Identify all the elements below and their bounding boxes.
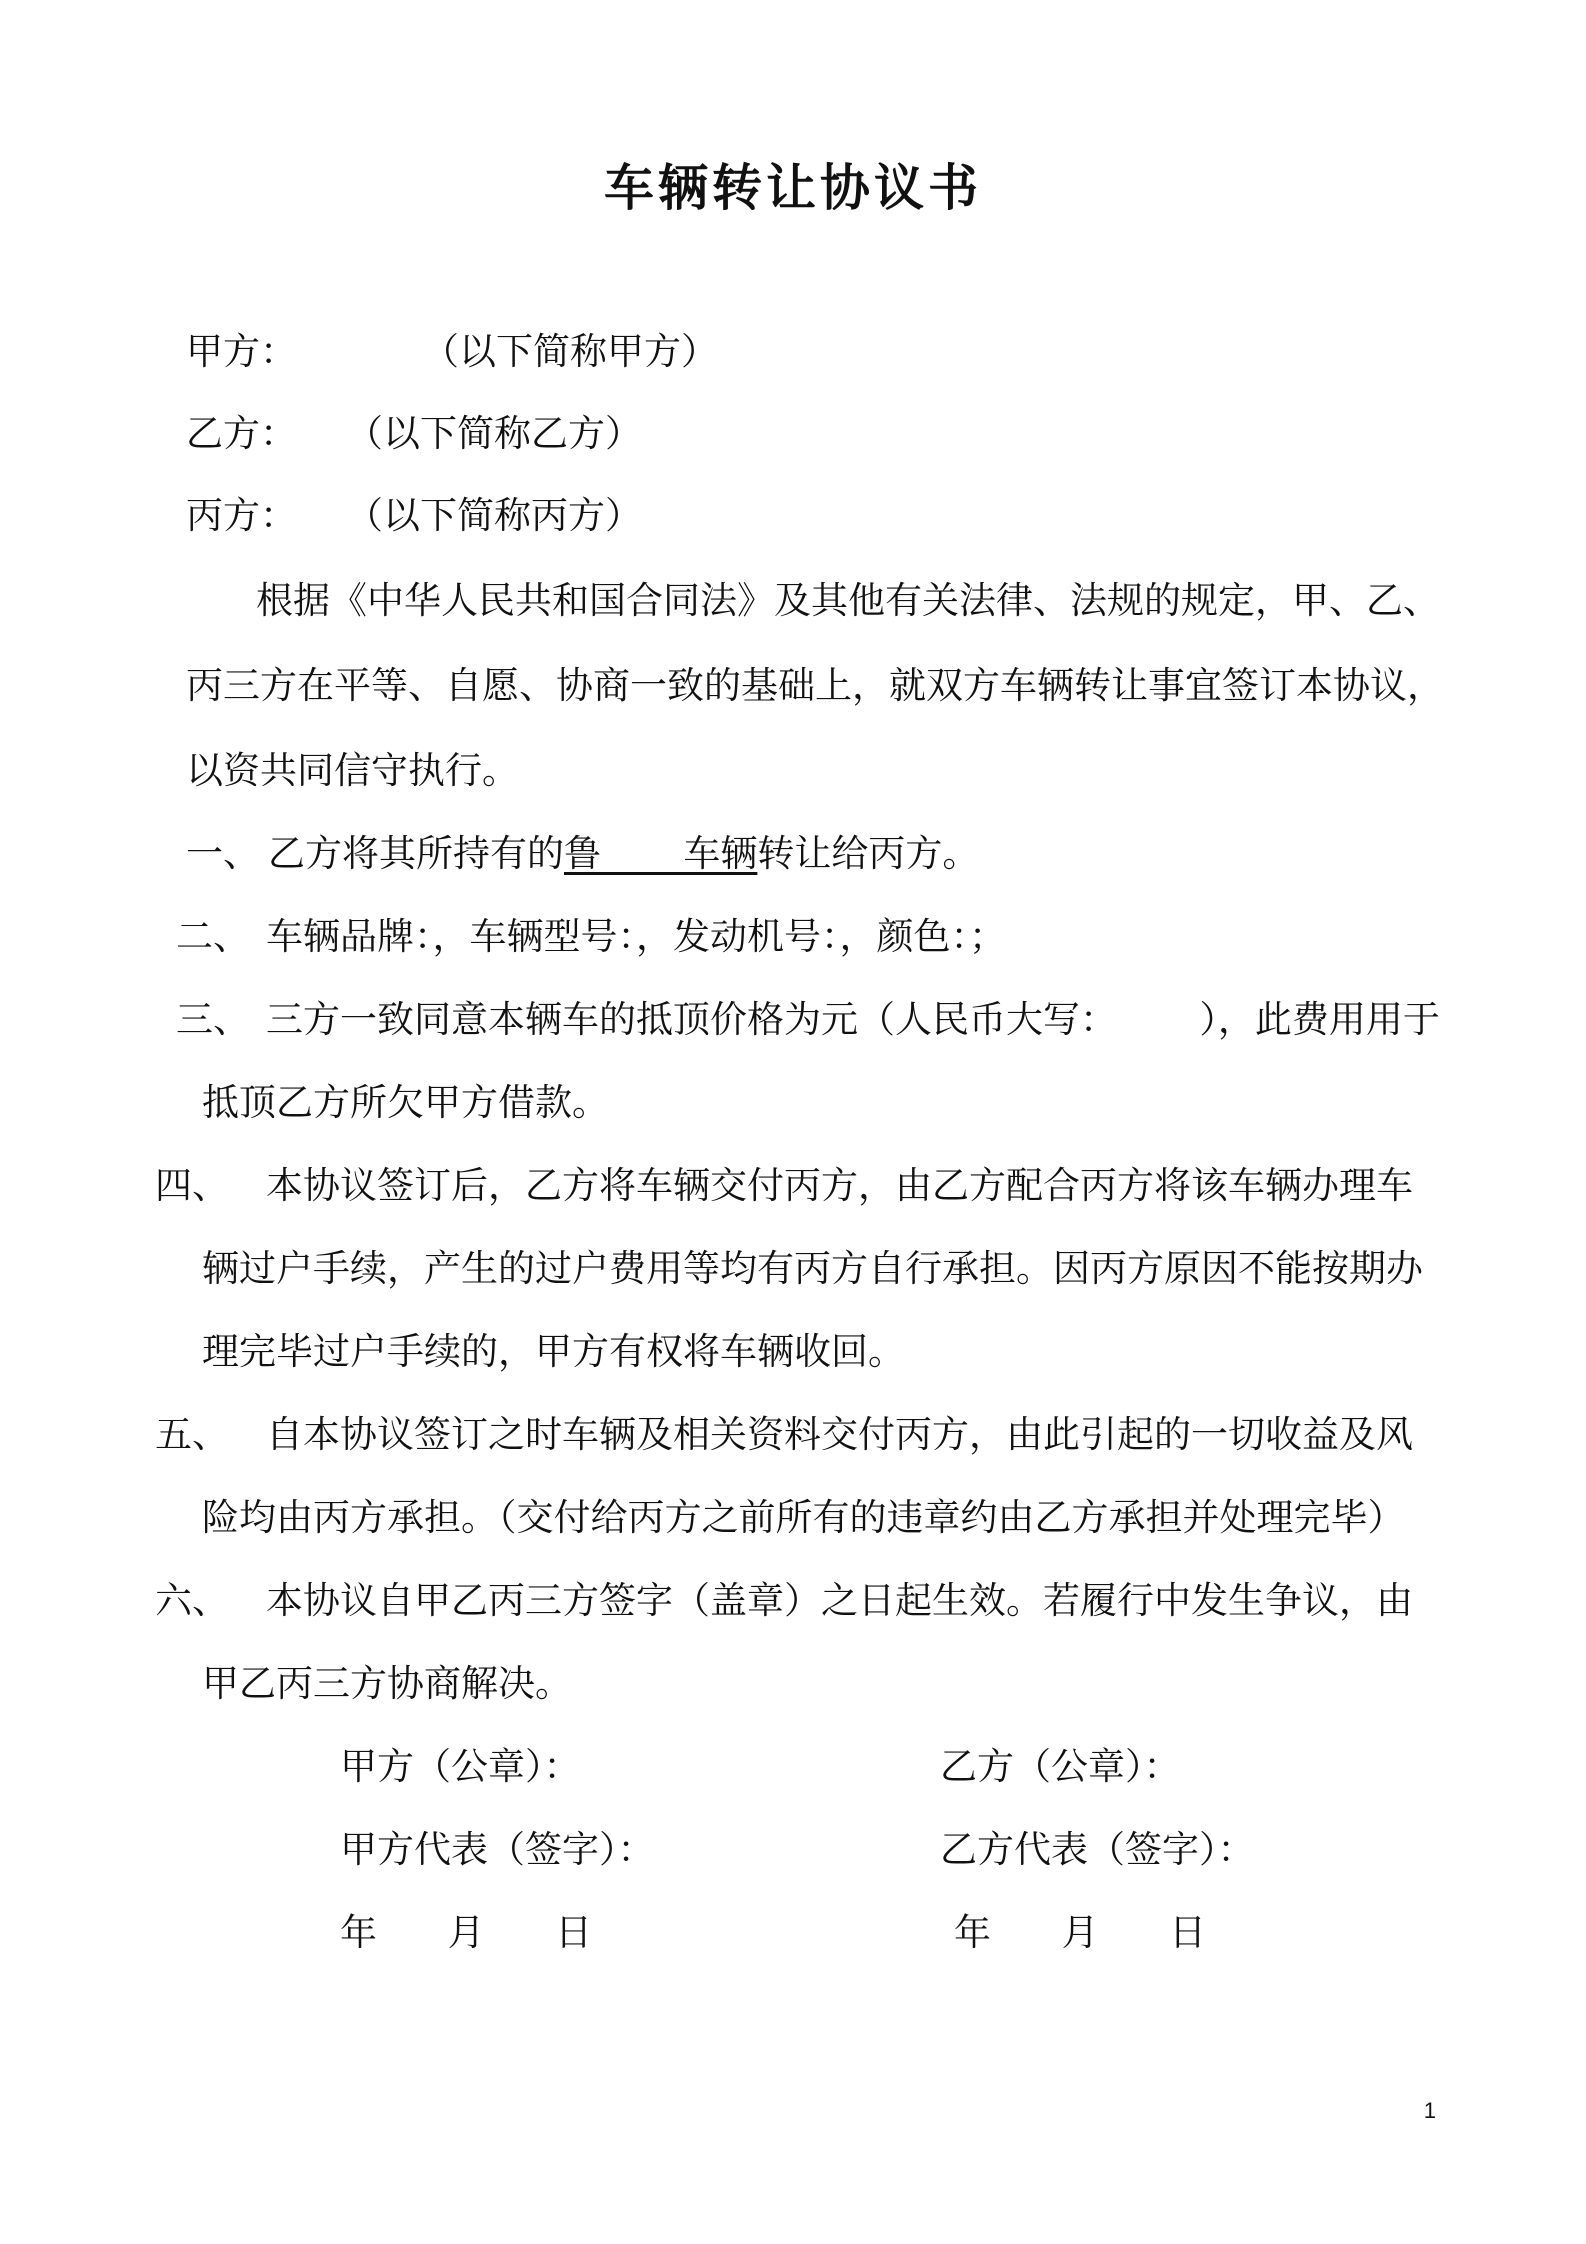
clause-2-text: 车辆品牌：，车辆型号：，发动机号：，颜色：；	[266, 915, 1006, 958]
party-a-note: （以下简称甲方）	[422, 330, 718, 373]
clause-4-number: 四、	[155, 1164, 229, 1207]
party-a-label: 甲方：	[186, 330, 297, 373]
clause-1-number: 一、	[186, 832, 260, 875]
party-b-rep-label: 乙方代表（签字）：	[940, 1828, 1255, 1871]
clause-1-text-pre: 乙方将其所持有的	[268, 832, 564, 875]
party-c-label: 丙方：	[186, 494, 297, 537]
preamble-line-2: 丙三方在平等、自愿、协商一致的基础上，就双方车辆转让事宜签订本协议，	[186, 664, 1444, 707]
party-a-seal-label: 甲方（公章）：	[340, 1745, 581, 1788]
clause-3-line-2: 抵顶乙方所欠甲方借款。	[202, 1081, 609, 1124]
clause-1-text-post: 转让给丙方。	[757, 832, 980, 875]
party-b-date: 年 月 日	[954, 1911, 1207, 1954]
clause-4-line-2: 辆过户手续，产生的过户费用等均有丙方自行承担。因丙方原因不能按期办	[202, 1247, 1423, 1290]
clause-1	[268, 832, 980, 875]
clause-4-line-3: 理完毕过户手续的，甲方有权将车辆收回。	[202, 1330, 905, 1373]
clause-5-line-2: 险均由丙方承担。（交付给丙方之前所有的违章约由乙方承担并处理完毕）	[202, 1496, 1405, 1539]
clause-5-line-1: 自本协议签订之时车辆及相关资料交付丙方，由此引起的一切收益及风	[266, 1413, 1413, 1456]
party-a-rep-label: 甲方代表（签字）：	[340, 1828, 655, 1871]
page-number: 1	[1423, 2098, 1436, 2123]
party-c-note: （以下简称丙方）	[346, 494, 642, 537]
document-title: 车辆转让协议书	[604, 158, 982, 217]
clause-1-plate-underlined: 鲁 车辆	[564, 832, 758, 875]
party-a-date: 年 月 日	[340, 1911, 593, 1954]
clause-6-line-2: 甲乙丙三方协商解决。	[202, 1662, 572, 1705]
clause-3-number: 三、	[176, 998, 250, 1041]
clause-5-number: 五、	[155, 1413, 229, 1456]
clause-3-line-1: 三方一致同意本辆车的抵顶价格为元（人民币大写： ），此费用用于	[266, 998, 1440, 1041]
party-b-note: （以下简称乙方）	[346, 412, 642, 455]
preamble-line-3: 以资共同信守执行。	[186, 749, 519, 792]
party-b-seal-label: 乙方（公章）：	[940, 1745, 1181, 1788]
party-b-label: 乙方：	[186, 412, 297, 455]
preamble-line-1: 根据《中华人民共和国合同法》及其他有关法律、法规的规定，甲、乙、	[256, 579, 1440, 622]
clause-6-number: 六、	[155, 1579, 229, 1622]
clause-6-line-1: 本协议自甲乙丙三方签字（盖章）之日起生效。若履行中发生争议，由	[266, 1579, 1413, 1622]
clause-2-number: 二、	[176, 915, 250, 958]
clause-4-line-1: 本协议签订后，乙方将车辆交付丙方，由乙方配合丙方将该车辆办理车	[266, 1164, 1413, 1207]
